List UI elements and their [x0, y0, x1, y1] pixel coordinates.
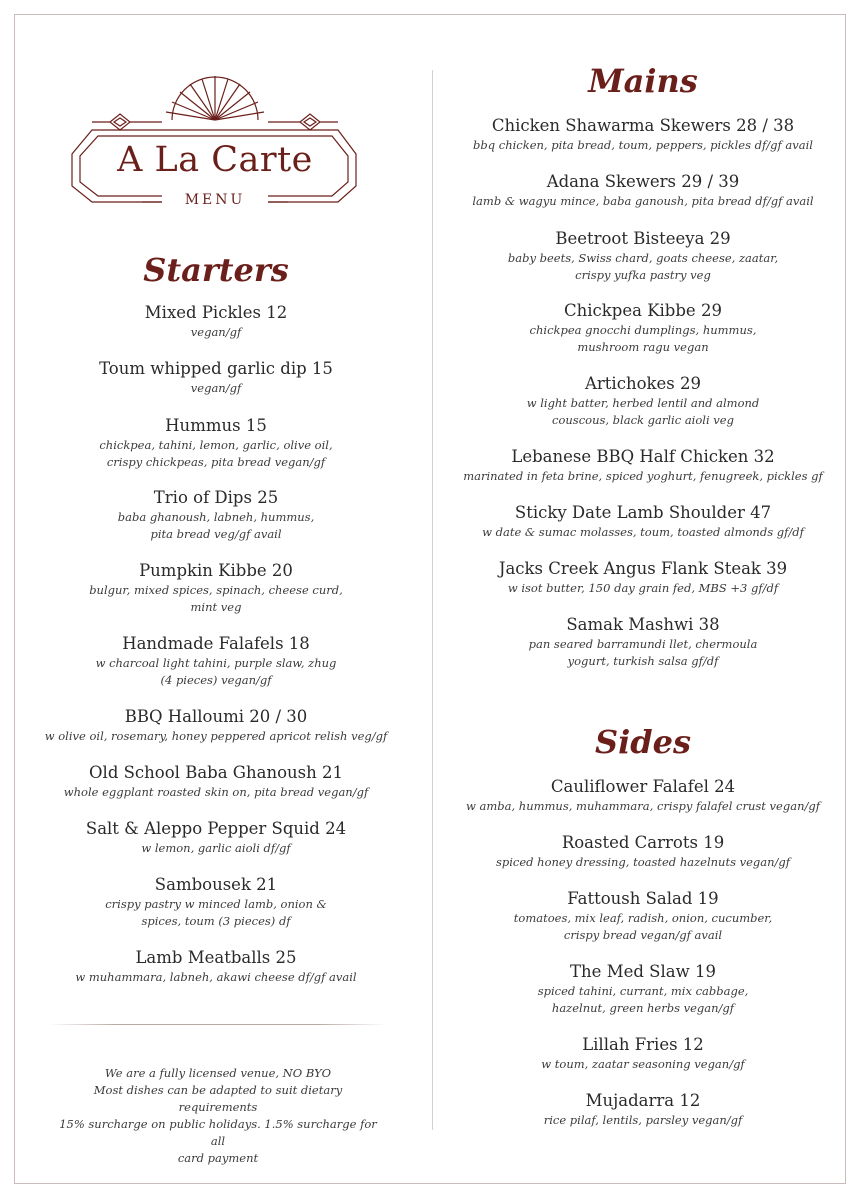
column-divider	[432, 70, 433, 1130]
divider-line	[48, 1024, 386, 1025]
logo-subtitle: MENU	[184, 192, 246, 208]
item-name: Adana Skewers 29 / 39	[546, 172, 740, 191]
item-description: w olive oil, rosemary, honey peppered apricot relish veg/gf	[44, 729, 388, 743]
menu-item	[458, 115, 828, 154]
menu-item	[40, 874, 392, 930]
item-name: Beetroot Bisteeya 29	[555, 229, 731, 248]
menu-item	[458, 373, 828, 429]
item-name: Toum whipped garlic dip 15	[99, 359, 333, 378]
item-name: Hummus 15	[165, 416, 267, 435]
menu-item	[40, 706, 392, 745]
item-description: chickpea, tahini, lemon, garlic, olive oil, crispy chickpeas, pita bread vegan/gf	[99, 438, 333, 469]
item-description: vegan/gf	[190, 381, 242, 395]
menu-item	[458, 1090, 828, 1129]
item-name: Lamb Meatballs 25	[135, 948, 297, 967]
item-description: w isot butter, 150 day grain fed, MBS +3 gf/df	[507, 581, 779, 595]
item-name: The Med Slaw 19	[570, 962, 716, 981]
item-description: tomatoes, mix leaf, radish, onion, cucumber, crispy bread vegan/gf avail	[513, 911, 773, 942]
item-description: chickpea gnocchi dumplings, hummus, mushroom ragu vegan	[529, 323, 757, 354]
menu-item	[458, 888, 828, 944]
menu-item	[458, 832, 828, 871]
item-description: w muhammara, labneh, akawi cheese df/gf avail	[75, 970, 357, 984]
item-description: whole eggplant roasted skin on, pita bread vegan/gf	[63, 785, 369, 799]
item-name: Mujadarra 12	[585, 1091, 701, 1110]
item-description: w amba, hummus, muhammara, crispy falafel crust vegan/gf	[466, 799, 820, 813]
menu-item	[458, 502, 828, 541]
menu-item	[458, 446, 828, 485]
menu-item	[40, 762, 392, 801]
mains-section	[458, 61, 828, 101]
menu-item	[40, 818, 392, 857]
menu-item	[458, 300, 828, 356]
item-name: Fattoush Salad 19	[567, 889, 719, 908]
item-name: Handmade Falafels 18	[122, 634, 310, 653]
item-description: w date & sumac molasses, toum, toasted almonds gf/df	[482, 525, 804, 539]
item-name: Sambousek 21	[154, 875, 278, 894]
item-description: baba ghanoush, labneh, hummus, pita bread veg/gf avail	[117, 510, 315, 541]
sides-title: Sides	[594, 723, 691, 761]
item-description: bulgur, mixed spices, spinach, cheese curd, mint veg	[89, 583, 343, 614]
item-name: Chickpea Kibbe 29	[564, 301, 722, 320]
menu-item	[40, 633, 392, 689]
item-name: Roasted Carrots 19	[561, 833, 725, 852]
footer-note: We are a fully licensed venue, NO BYO Most dishes can be adapted to suit dietary requirements 15% surcharge on public holidays. 1.5% surcharge for all card payment	[59, 1066, 377, 1165]
item-name: Sticky Date Lamb Shoulder 47	[514, 503, 772, 522]
logo-title: A La Carte	[117, 140, 313, 180]
item-description: marinated in feta brine, spiced yoghurt, fenugreek, pickles gf	[463, 469, 823, 483]
menu-item	[458, 776, 828, 815]
item-description: crispy pastry w minced lamb, onion & spices, toum (3 pieces) df	[105, 897, 327, 928]
item-name: Salt & Aleppo Pepper Squid 24	[85, 819, 347, 838]
item-name: Samak Mashwi 38	[566, 615, 720, 634]
mains-title: Mains	[588, 62, 698, 100]
starters-section	[40, 250, 392, 290]
item-description: baby beets, Swiss chard, goats cheese, zaatar, crispy yufka pastry veg	[507, 251, 779, 282]
item-name: Jacks Creek Angus Flank Steak 39	[498, 559, 788, 578]
menu-item	[458, 1034, 828, 1073]
menu-item	[458, 228, 828, 284]
item-description: w lemon, garlic aioli df/gf	[141, 841, 291, 855]
item-name: Chicken Shawarma Skewers 28 / 38	[491, 116, 795, 135]
item-name: Lillah Fries 12	[582, 1035, 704, 1054]
menu-logo	[62, 74, 368, 214]
menu-item	[40, 415, 392, 471]
item-description: vegan/gf	[190, 325, 242, 339]
menu-item	[40, 947, 392, 986]
item-name: BBQ Halloumi 20 / 30	[124, 707, 308, 726]
item-name: Old School Baba Ghanoush 21	[89, 763, 343, 782]
item-name: Mixed Pickles 12	[144, 303, 288, 322]
item-description: lamb & wagyu mince, baba ganoush, pita bread df/gf avail	[472, 194, 814, 208]
item-name: Pumpkin Kibbe 20	[139, 561, 293, 580]
starters-title: Starters	[143, 251, 289, 289]
item-name: Cauliflower Falafel 24	[550, 777, 736, 796]
item-description: w charcoal light tahini, purple slaw, zhug (4 pieces) vegan/gf	[95, 656, 337, 687]
menu-item	[40, 487, 392, 543]
item-name: Trio of Dips 25	[153, 488, 279, 507]
menu-item	[40, 302, 392, 341]
menu-item	[458, 171, 828, 210]
menu-item	[458, 961, 828, 1017]
menu-item	[458, 614, 828, 670]
item-description: pan seared barramundi llet, chermoula yogurt, turkish salsa gf/df	[528, 637, 758, 668]
menu-item	[40, 560, 392, 616]
item-description: w light batter, herbed lentil and almond couscous, black garlic aioli veg	[526, 396, 760, 427]
item-description: bbq chicken, pita bread, toum, peppers, pickles df/gf avail	[473, 138, 813, 152]
item-description: spiced honey dressing, toasted hazelnuts vegan/gf	[495, 855, 791, 869]
sides-section	[458, 722, 828, 762]
item-description: rice pilaf, lentils, parsley vegan/gf	[543, 1113, 743, 1127]
item-description: w toum, zaatar seasoning vegan/gf	[541, 1057, 745, 1071]
menu-item	[40, 358, 392, 397]
item-name: Lebanese BBQ Half Chicken 32	[511, 447, 775, 466]
menu-item	[458, 558, 828, 597]
item-name: Artichokes 29	[585, 374, 701, 393]
item-description: spiced tahini, currant, mix cabbage, hazelnut, green herbs vegan/gf	[537, 984, 749, 1015]
